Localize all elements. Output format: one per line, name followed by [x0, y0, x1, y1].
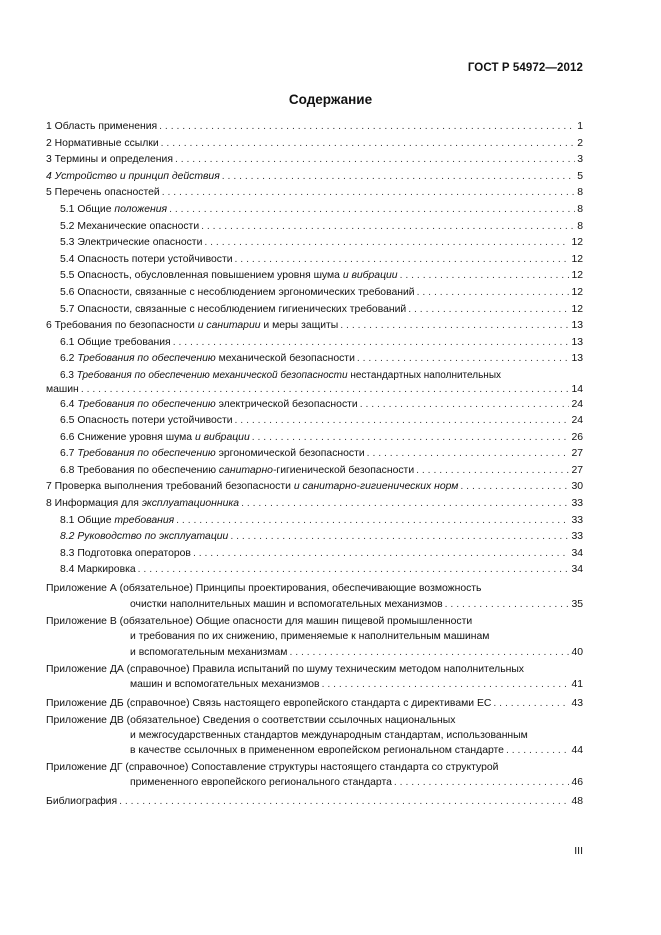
toc-entry-6-2[interactable]: 6.2 Требования по обеспечению механической безопасности . . . 13: [46, 351, 583, 368]
toc-entry-6-4[interactable]: 6.4 Требования по обеспечению электрической безопасности . . . 24: [46, 397, 583, 414]
toc-appendix-b[interactable]: Приложение В (обязательное) Общие опасности для машин пищевой промышленности и требования по их снижению, применяемые к наполнительным машинам и вспомогательным механизмам . . . 40: [46, 614, 583, 660]
toc-entry-6-5[interactable]: 6.5 Опасность потери устойчивости . . . 24: [46, 413, 583, 430]
toc-entry-8[interactable]: 8 Информация для эксплуатационника . . . 33: [46, 496, 583, 513]
toc-entry-8-3[interactable]: 8.3 Подготовка операторов . . . 34: [46, 546, 583, 563]
toc-entry-6[interactable]: 6 Требования по безопасности и санитарии и меры защиты . . . 13: [46, 318, 583, 335]
toc-appendix-db[interactable]: Приложение ДБ (справочное) Связь настоящего европейского стандарта с директивами ЕС . . . 43: [46, 695, 583, 712]
toc-entry-8-2[interactable]: 8.2 Руководство по эксплуатации . . . 33: [46, 529, 583, 546]
toc-entry-4[interactable]: 4 Устройство и принцип действия . . . 5: [46, 169, 583, 186]
toc-entry-8-1[interactable]: 8.1 Общие требования . . . 33: [46, 513, 583, 530]
toc-entry-5[interactable]: 5 Перечень опасностей . . . 8: [46, 185, 583, 202]
page-title: Содержание: [288, 92, 373, 107]
toc-entry-5-3[interactable]: 5.3 Электрические опасности . . . 12: [46, 235, 583, 252]
toc-entry-5-2[interactable]: 5.2 Механические опасности . . . 8: [46, 219, 583, 236]
document-code: ГОСТ Р 54972—2012: [467, 62, 583, 74]
toc-entry-3[interactable]: 3 Термины и определения . . . 3: [46, 152, 583, 169]
toc-entry-5-6[interactable]: 5.6 Опасности, связанные с несоблюдением эргономических требований . . . 12: [46, 285, 583, 302]
toc-appendix-dv[interactable]: Приложение ДВ (обязательное) Сведения о соответствии ссылочных национальных и межгосударственных стандартов международным стандартам, использованным в качестве ссылочных в примененном европейском региональном стандарте . . . 44: [46, 713, 583, 759]
toc-appendix-dg[interactable]: Приложение ДГ (справочное) Сопоставление структуры настоящего стандарта со структурой примененного европейского регионального стандарта . . . 46: [46, 760, 583, 791]
toc-appendix-a[interactable]: Приложение А (обязательное) Принципы проектирования, обеспечивающие возможность очистки наполнительных машин и вспомогательных механизмов . . . 35: [46, 581, 583, 612]
toc-entry-6-3[interactable]: 6.3 Требования по обеспечению механической безопасности нестандартных наполнительных машин . . . 14: [46, 370, 583, 397]
toc-entry-6-8[interactable]: 6.8 Требования по обеспечению санитарно-гигиенической безопасности . . . 27: [46, 463, 583, 480]
toc-entry-5-4[interactable]: 5.4 Опасность потери устойчивости . . . 12: [46, 252, 583, 269]
toc-entry-5-7[interactable]: 5.7 Опасности, связанные с несоблюдением гигиенических требований . . . 12: [46, 302, 583, 319]
toc-entry-5-1[interactable]: 5.1 Общие положения . . . 8: [46, 202, 583, 219]
toc-bibliography[interactable]: Библиография . . . 48: [46, 793, 583, 810]
table-of-contents: [46, 119, 583, 810]
toc-entry-1[interactable]: 1 Область применения . . . 1: [46, 119, 583, 136]
toc-entry-6-7[interactable]: 6.7 Требования по обеспечению эргономической безопасности . . . 27: [46, 446, 583, 463]
toc-entry-6-1[interactable]: 6.1 Общие требования . . . 13: [46, 335, 583, 352]
toc-entry-7[interactable]: 7 Проверка выполнения требований безопасности и санитарно-гигиенических норм . . . 30: [46, 479, 583, 496]
page-number: III: [574, 845, 583, 857]
toc-entry-5-5[interactable]: 5.5 Опасность, обусловленная повышением уровня шума и вибрации . . . 12: [46, 268, 583, 285]
toc-appendix-da[interactable]: Приложение ДА (справочное) Правила испытаний по шуму техническим методом наполнительных машин и вспомогательных механизмов . . . 41: [46, 662, 583, 693]
toc-entry-2[interactable]: 2 Нормативные ссылки . . . 2: [46, 136, 583, 153]
toc-entry-6-6[interactable]: 6.6 Снижение уровня шума и вибрации . . . 26: [46, 430, 583, 447]
toc-entry-8-4[interactable]: 8.4 Маркировка . . . 34: [46, 562, 583, 579]
